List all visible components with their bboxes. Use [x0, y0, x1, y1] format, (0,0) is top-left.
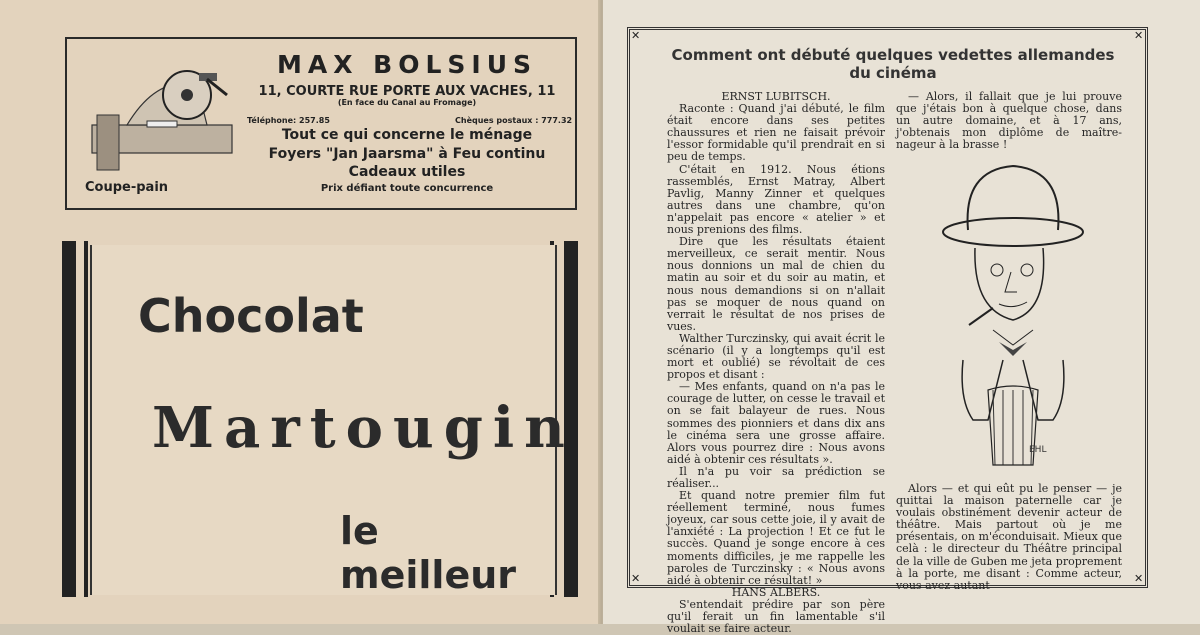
frame-corner-ornament: ✕	[631, 572, 641, 585]
paragraph: Walther Turczinsky, qui avait écrit le scénario (il y a longtemps qu'il est mort et oublié) se révoltait de ces propos et disant :	[667, 331, 885, 382]
paragraph: Dire que les résultats étaient merveilleux, ce serait mentir. Nous nous donnions un mal de chien du matin au soir et du soir au matin, et nous nous demandions si on n'allait pas se moquer de nous quand on verrait le résultat de nos prises de vues.	[667, 235, 885, 333]
ad-line-2: Foyers "Jan Jaarsma" à Feu continu	[268, 146, 546, 162]
paragraph: — Alors, il fallait que je lui prouve que j'étais bon à quelque chose, dans un autre domaine, et à 17 ans, j'obtenais mon diplôme de maître-nageur à la brasse !	[896, 90, 1122, 152]
slogan-word: le meilleur	[340, 509, 517, 597]
paragraph: S'entendait prédire par son père qu'il ferait un fin lamentable s'il voulait se faire acteur.	[667, 597, 885, 635]
paragraph: C'était en 1912. Nous étions rassemblés, Ernst Matray, Albert Pavlig, Manny Zinner et quelques autres dans une chambre, qu'on n'appelait pas encore « atelier » et nous prenions des films.	[667, 162, 885, 237]
frame-corner-ornament: ✕	[1134, 29, 1144, 42]
left-thin-bar	[84, 241, 88, 597]
section-heading: ERNST LUBITSCH.	[721, 90, 831, 103]
article-title-line2: du cinéma	[849, 64, 937, 82]
store-sub-address: (En face du Canal au Fromage)	[337, 98, 477, 107]
article-title	[663, 46, 1123, 82]
left-border-bar	[62, 241, 76, 597]
ad-line-1: Tout ce qui concerne le ménage	[281, 127, 533, 143]
telephone-number: Téléphone: 257.85	[247, 116, 330, 125]
store-name: MAX BOLSIUS	[276, 50, 538, 79]
left-page	[0, 0, 601, 624]
article-column-left	[667, 91, 885, 635]
brand-word: Martougin	[152, 395, 575, 461]
article-column-right-top	[896, 91, 1122, 151]
chocolat-panel	[90, 245, 575, 597]
ad-line-3: Cadeaux utiles	[348, 164, 466, 180]
bolsius-advertisement	[65, 37, 577, 210]
section-heading: HANS ALBERS.	[731, 585, 821, 599]
caricature-signature: EHL	[1029, 445, 1047, 455]
store-address: 11, COURTE RUE PORTE AUX VACHES, 11	[258, 84, 556, 99]
right-page	[603, 0, 1200, 635]
paragraph: Il n'a pu voir sa prédiction se réaliser...	[667, 464, 885, 490]
article-title-line1: Comment ont débuté quelques vedettes allemandes	[671, 46, 1115, 64]
coupe-pain-label: Coupe-pain	[85, 180, 169, 195]
chocolat-advertisement	[60, 241, 580, 597]
postal-cheques: Chèques postaux : 777.32	[455, 116, 573, 125]
caricature-illustration	[933, 160, 1093, 475]
paragraph: — Mes enfants, quand on n'a pas le courage de lutter, on cesse le travail et on se fait balayeur de rues. Nous sommes des pionniers et dans dix ans le cinéma sera une grosse affaire. Alors vous pourrez dire : Nous avons aidé à obtenir ces résultats ».	[667, 380, 885, 466]
bread-slicer-illustration	[87, 55, 237, 175]
ad-prices-line: Prix défiant toute concurrence	[320, 183, 494, 194]
chocolat-word: Chocolat	[138, 289, 364, 343]
frame-corner-ornament: ✕	[631, 29, 641, 42]
article-column-right-bottom	[896, 483, 1122, 592]
paragraph: Alors — et qui eût pu le penser — je quittai la maison paternelle car je voulais obstinément devenir acteur de théâtre. Mais partout où je me présentais, on m'éconduisait. Mieux que celà : le directeur du Théâtre principal de la ville de Guben me jeta proprement à la porte, me disant : Comme acteur, vous avez autant	[896, 482, 1122, 592]
paragraph: Raconte : Quand j'ai débuté, le film était encore dans ses petites chaussures et rien ne faisait prévoir l'essor formidable qu'il prendrait en si peu de temps.	[667, 102, 885, 164]
paragraph: Et quand notre premier film fut réellement terminé, nous fumes joyeux, car sous cette joie, il y avait de l'anxiété : La projection ! Et ce fut le succès. Quand je songe encore à ces moments difficiles, je me rappelle les paroles de Turczinsky : « Nous avons aidé à obtenir ce résultat! »	[667, 489, 885, 587]
frame-corner-ornament: ✕	[1134, 572, 1144, 585]
